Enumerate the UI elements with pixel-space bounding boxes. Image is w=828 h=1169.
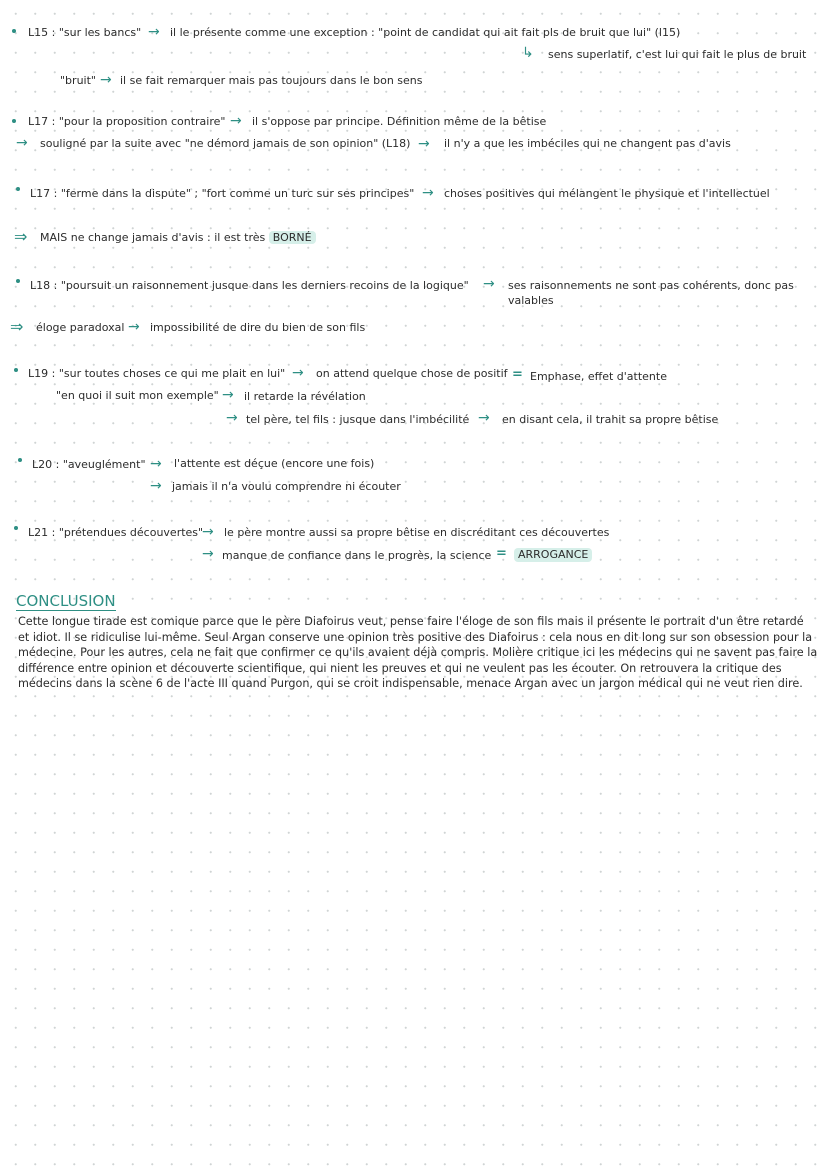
equals-icon: =: [496, 546, 507, 561]
arrow-right-icon: →: [222, 387, 234, 403]
l17b-text: choses positives qui mélangent le physique et l'intellectuel: [444, 187, 770, 200]
bullet-dot: [14, 368, 18, 372]
l18-text-2: valables: [508, 294, 554, 307]
conclusion-paragraph: Cette longue tirade est comique parce que le père Diafoirus veut, pense faire l'éloge de son fils mais il présente le portrait d'un être retardé et idiot. Il se ridiculise lui-même. Seul Argan conserve une opinion très positive des Diafoirus : cela nous en dit long sur son obsession pour la médecine. Pour les autres, cela ne fait que confirmer ce qu'ils avaient déjà compris. Molière critique ici les médecins qui ne savent pas faire la différence entre opinion et découverte scientifique, qui nient les preuves et qui ne veulent pas les écouter. On retrouvera la critique des médecins dans la scène 6 de l'acte III quand Purgon, qui se croit indispensable, menace Argan avec un jargon médical qui ne veut rien dire.: [18, 615, 818, 690]
bullet-dot: [16, 279, 20, 283]
arrow-right-icon: →: [483, 276, 495, 292]
l17a-text: il s'oppose par principe. Définition même de la bêtise: [252, 115, 547, 128]
bullet-dot: [12, 119, 16, 123]
arrow-right-icon: →: [202, 524, 214, 540]
double-arrow-icon: ⇒: [10, 317, 24, 336]
l19-tel: tel père, tel fils : jusque dans l'imbécilité: [246, 413, 470, 426]
l21-ref: L21 : "prétendues découvertes": [28, 526, 204, 539]
bullet-dot: [14, 526, 18, 530]
arrow-right-icon: →: [16, 135, 28, 151]
bullet-dot: [18, 458, 22, 462]
conclusion-heading: CONCLUSION: [16, 592, 116, 610]
l17a-ref: L17 : "pour la proposition contraire": [28, 115, 226, 128]
l17a-sub: souligné par la suite avec "ne démord jamais de son opinion" (L18): [40, 137, 411, 150]
l18-text-1: ses raisonnements ne sont pas cohérents, donc pas: [508, 279, 794, 292]
l19-tel2: en disant cela, il trahit sa propre bêtise: [502, 413, 719, 426]
bullet-dot: [12, 29, 16, 33]
l19-sub-ref: "en quoi il suit mon exemple": [56, 389, 219, 402]
arrow-right-icon: →: [148, 24, 160, 40]
arrogance-highlight: ARROGANCE: [514, 548, 592, 562]
l19-ref: L19 : "sur toutes choses ce qui me plait en lui": [28, 367, 286, 380]
hook-arrow-icon: ↳: [522, 45, 534, 61]
bruit-text: il se fait remarquer mais pas toujours dans le bon sens: [120, 74, 423, 87]
arrow-right-icon: →: [292, 365, 304, 381]
arrow-right-icon: →: [150, 456, 162, 472]
eloge-b: impossibilité de dire du bien de son fils: [150, 321, 366, 334]
mais-label: MAIS ne change jamais d'avis : il est très: [40, 231, 266, 244]
mais-text: [40, 231, 316, 245]
double-arrow-icon: ⇒: [14, 227, 28, 246]
l15-ref: L15 : "sur les bancs": [28, 26, 142, 39]
l20-text: l'attente est déçue (encore une fois): [174, 457, 375, 470]
arrow-right-icon: →: [422, 185, 434, 201]
l19-sub-text: il retarde la révélation: [244, 390, 366, 403]
l17b-ref: L17 : "ferme dans la dispute" ; "fort comme un turc sur ses principes": [30, 187, 415, 200]
l17a-sub2: il n'y a que les imbéciles qui ne changent pas d'avis: [444, 137, 731, 150]
l15-sub: sens superlatif, c'est lui qui fait le plus de bruit: [548, 48, 807, 61]
l18-ref: L18 : "poursuit un raisonnement jusque dans les derniers recoins de la logique": [30, 279, 469, 292]
arrow-right-icon: →: [150, 478, 162, 494]
arrow-right-icon: →: [226, 410, 238, 426]
arrow-right-icon: →: [230, 113, 242, 129]
l21-sub: manque de confiance dans le progrès, la science: [222, 549, 492, 562]
l20-sub: jamais il n'a voulu comprendre ni écouter: [172, 480, 401, 493]
l15-text: il le présente comme une exception : "point de candidat qui ait fait pls de bruit que lui" (l15): [170, 26, 681, 39]
arrow-right-icon: →: [128, 319, 140, 335]
eloge-a: éloge paradoxal: [36, 321, 125, 334]
l19-text: on attend quelque chose de positif: [316, 367, 508, 380]
borne-highlight: BORNÉ: [269, 231, 316, 244]
arrow-right-icon: →: [478, 410, 490, 426]
l19-eq: Emphase, effet d'attente: [530, 370, 667, 383]
l20-ref: L20 : "aveuglément": [32, 458, 146, 471]
arrow-right-icon: →: [100, 72, 112, 88]
bullet-dot: [16, 187, 20, 191]
equals-icon: =: [512, 367, 523, 382]
arrow-right-icon: →: [418, 136, 430, 152]
bruit-ref: "bruit": [60, 74, 96, 87]
l21-text: le père montre aussi sa propre bêtise en discréditant ces découvertes: [224, 526, 610, 539]
arrow-right-icon: →: [202, 546, 214, 562]
